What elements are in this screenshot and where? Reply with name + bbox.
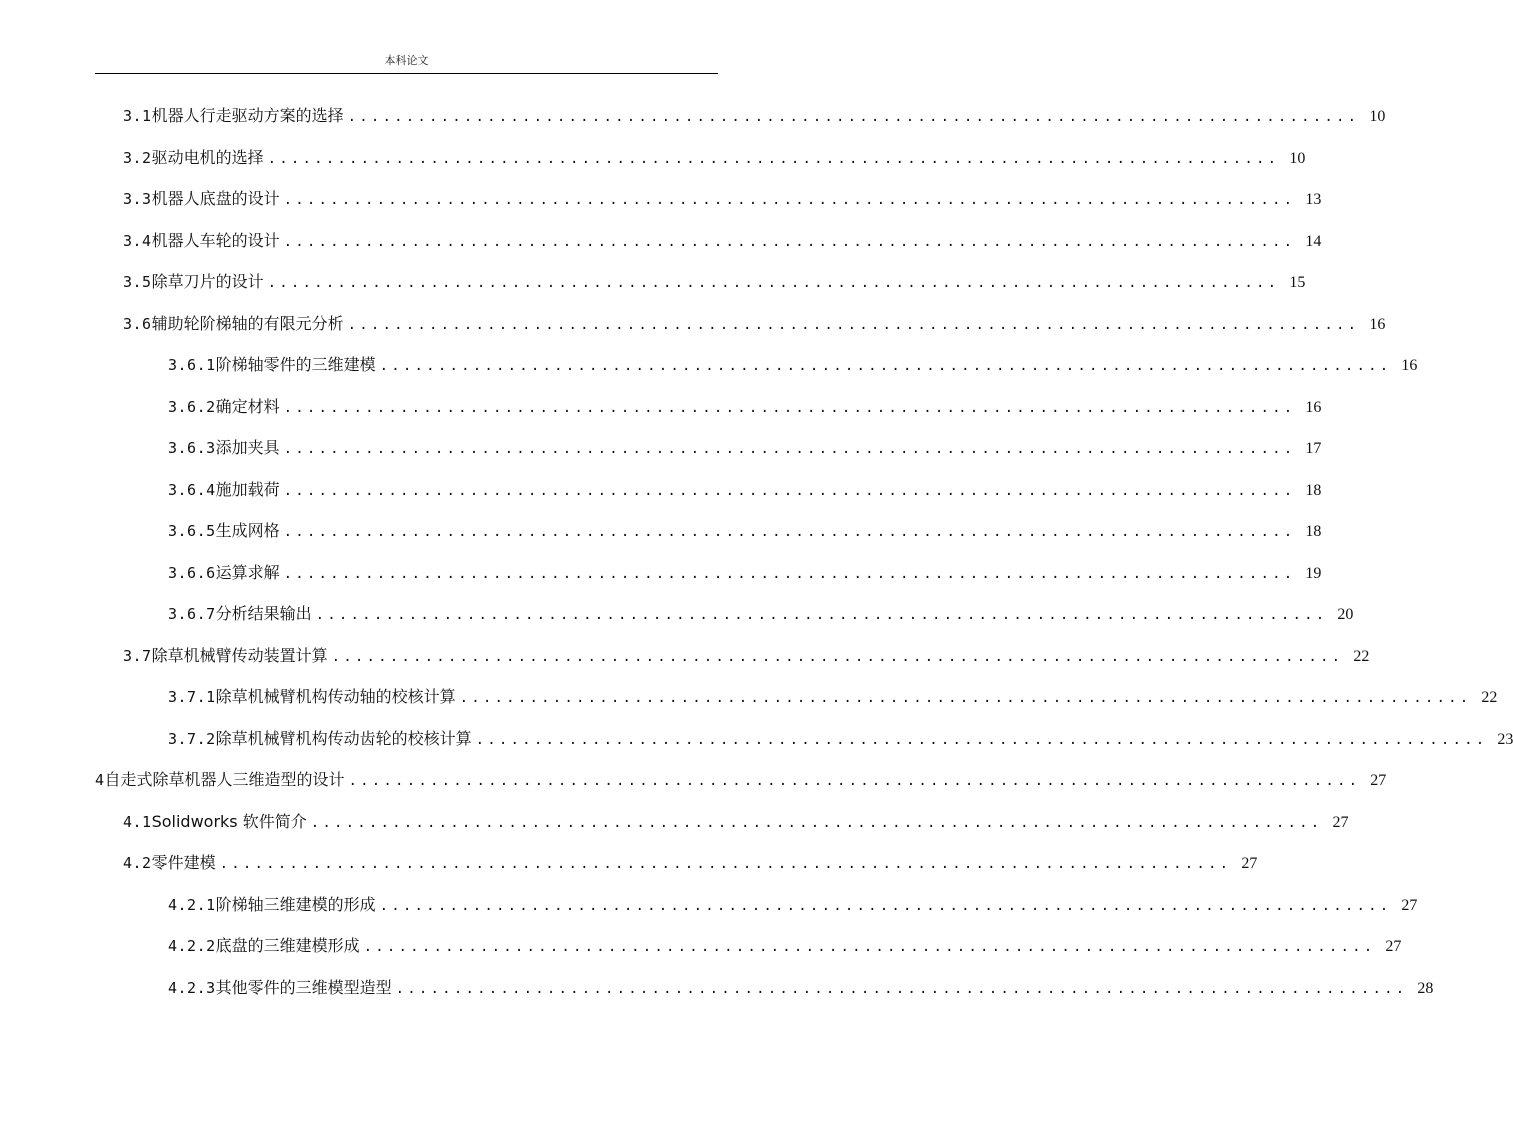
toc-title: 零件建模 <box>151 853 216 872</box>
toc-number: 3.6.1 <box>168 356 216 374</box>
toc-entry[interactable] <box>123 644 1370 668</box>
toc-leader: ....................................................................................... <box>283 400 1296 416</box>
toc-leader: ....................................................................................... <box>348 773 1361 789</box>
toc-leader: ....................................................................................... <box>475 732 1488 748</box>
toc-page: 18 <box>1305 482 1322 499</box>
toc-page: 27 <box>1241 855 1258 872</box>
toc-title: 生成网格 <box>215 521 280 540</box>
toc-leader: ....................................................................................... <box>267 275 1280 291</box>
toc-title: 除草刀片的设计 <box>151 272 264 291</box>
toc-page: 16 <box>1305 399 1322 416</box>
toc-entry[interactable] <box>168 478 1322 502</box>
toc-number: 4.1 <box>123 813 152 831</box>
toc-entry[interactable] <box>123 104 1386 128</box>
toc-leader: ....................................................................................... <box>283 524 1296 540</box>
toc-title: 其他零件的三维模型造型 <box>215 978 392 997</box>
toc-title: 除草机械臂传动装置计算 <box>151 646 328 665</box>
toc-entry[interactable] <box>123 146 1306 170</box>
toc-number: 3.2 <box>123 149 152 167</box>
toc-leader: ....................................................................................... <box>363 939 1376 955</box>
toc-title: 自走式除草机器人三维造型的设计 <box>104 770 345 789</box>
toc-leader: ....................................................................................... <box>347 317 1360 333</box>
toc-leader: ....................................................................................... <box>219 856 1232 872</box>
toc-title: 确定材料 <box>215 397 280 416</box>
toc-entry[interactable] <box>168 561 1322 585</box>
toc-page: 16 <box>1401 357 1418 374</box>
toc-entry[interactable] <box>168 602 1354 626</box>
toc-title: 机器人行走驱动方案的选择 <box>151 106 344 125</box>
toc-number: 3.3 <box>123 190 152 208</box>
toc-leader: ....................................................................................... <box>283 441 1296 457</box>
toc-leader: ....................................................................................... <box>283 234 1296 250</box>
toc-page: 27 <box>1401 897 1418 914</box>
toc-entry[interactable] <box>123 851 1258 875</box>
toc-leader: ....................................................................................... <box>283 566 1296 582</box>
toc-page: 22 <box>1353 648 1370 665</box>
toc-number: 3.6 <box>123 315 152 333</box>
toc-entry[interactable] <box>168 353 1418 377</box>
toc-entry[interactable] <box>123 312 1386 336</box>
toc-entry[interactable] <box>168 395 1322 419</box>
toc-leader: ....................................................................................... <box>459 690 1472 706</box>
toc-number: 3.6.5 <box>168 522 216 540</box>
toc-entry[interactable] <box>168 436 1322 460</box>
toc-page: 27 <box>1385 938 1402 955</box>
toc-number: 3.7.2 <box>168 730 216 748</box>
toc-title: 除草机械臂机构传动齿轮的校核计算 <box>215 729 472 748</box>
toc-entry[interactable] <box>123 270 1306 294</box>
toc-entry[interactable] <box>168 934 1402 958</box>
toc-page: 15 <box>1289 274 1306 291</box>
toc-leader: ....................................................................................... <box>283 483 1296 499</box>
toc-number: 3.7 <box>123 647 152 665</box>
toc-entry[interactable] <box>168 685 1498 709</box>
toc-title: 阶梯轴零件的三维建模 <box>215 355 376 374</box>
toc-page: 22 <box>1481 689 1498 706</box>
toc-number: 3.4 <box>123 232 152 250</box>
toc-entry[interactable] <box>123 810 1349 834</box>
toc-number: 4.2.1 <box>168 896 216 914</box>
toc-title: 添加夹具 <box>215 438 280 457</box>
toc-title: Solidworks 软件简介 <box>151 812 307 831</box>
toc-leader: ....................................................................................... <box>379 898 1392 914</box>
toc-number: 4.2.2 <box>168 937 216 955</box>
page-header: 本科论文 <box>384 54 429 67</box>
toc-title: 阶梯轴三维建模的形成 <box>215 895 376 914</box>
toc-number: 3.5 <box>123 273 152 291</box>
toc-title: 除草机械臂机构传动轴的校核计算 <box>215 687 456 706</box>
toc-page: 23 <box>1497 731 1513 748</box>
toc-number: 4.2 <box>123 854 152 872</box>
toc-page: 28 <box>1417 980 1434 997</box>
toc-title: 施加载荷 <box>215 480 280 499</box>
toc-leader: ....................................................................................... <box>283 192 1296 208</box>
toc-page: 10 <box>1289 150 1306 167</box>
toc-page: 27 <box>1332 814 1349 831</box>
toc-number: 3.6.6 <box>168 564 216 582</box>
toc-page: 20 <box>1337 606 1354 623</box>
toc-title: 底盘的三维建模形成 <box>215 936 360 955</box>
toc-number: 3.6.4 <box>168 481 216 499</box>
toc-title: 运算求解 <box>215 563 280 582</box>
header-rule <box>95 73 718 74</box>
toc-number: 3.6.2 <box>168 398 216 416</box>
toc-title: 机器人底盘的设计 <box>151 189 280 208</box>
toc-entry[interactable] <box>168 976 1434 1000</box>
toc-leader: ....................................................................................... <box>347 109 1360 125</box>
toc-title: 机器人车轮的设计 <box>151 231 280 250</box>
toc-leader: ....................................................................................... <box>395 981 1408 997</box>
toc-page: 13 <box>1305 191 1322 208</box>
toc-title: 分析结果输出 <box>215 604 312 623</box>
toc-leader: ....................................................................................... <box>315 607 1328 623</box>
toc-number: 3.6.3 <box>168 439 216 457</box>
toc-page: 10 <box>1369 108 1386 125</box>
toc-entry[interactable] <box>168 727 1513 751</box>
toc-page: 14 <box>1305 233 1322 250</box>
toc-page: 17 <box>1305 440 1322 457</box>
toc-page: 27 <box>1370 772 1387 789</box>
toc-leader: ....................................................................................... <box>267 151 1280 167</box>
toc-entry[interactable] <box>123 187 1322 211</box>
toc-entry[interactable] <box>168 893 1418 917</box>
toc-page: 18 <box>1305 523 1322 540</box>
toc-leader: ....................................................................................... <box>310 815 1323 831</box>
toc-title: 驱动电机的选择 <box>151 148 264 167</box>
toc-entry[interactable] <box>168 519 1322 543</box>
toc-leader: ....................................................................................... <box>379 358 1392 374</box>
toc-entry[interactable] <box>95 768 1387 792</box>
toc-number: 4.2.3 <box>168 979 216 997</box>
toc-number: 3.6.7 <box>168 605 216 623</box>
toc-number: 3.7.1 <box>168 688 216 706</box>
toc-title: 辅助轮阶梯轴的有限元分析 <box>151 314 344 333</box>
toc-number: 4 <box>95 771 105 789</box>
toc-entry[interactable] <box>123 229 1322 253</box>
toc-page: 16 <box>1369 316 1386 333</box>
toc-number: 3.1 <box>123 107 152 125</box>
toc-page: 19 <box>1305 565 1322 582</box>
toc-leader: ....................................................................................... <box>331 649 1344 665</box>
